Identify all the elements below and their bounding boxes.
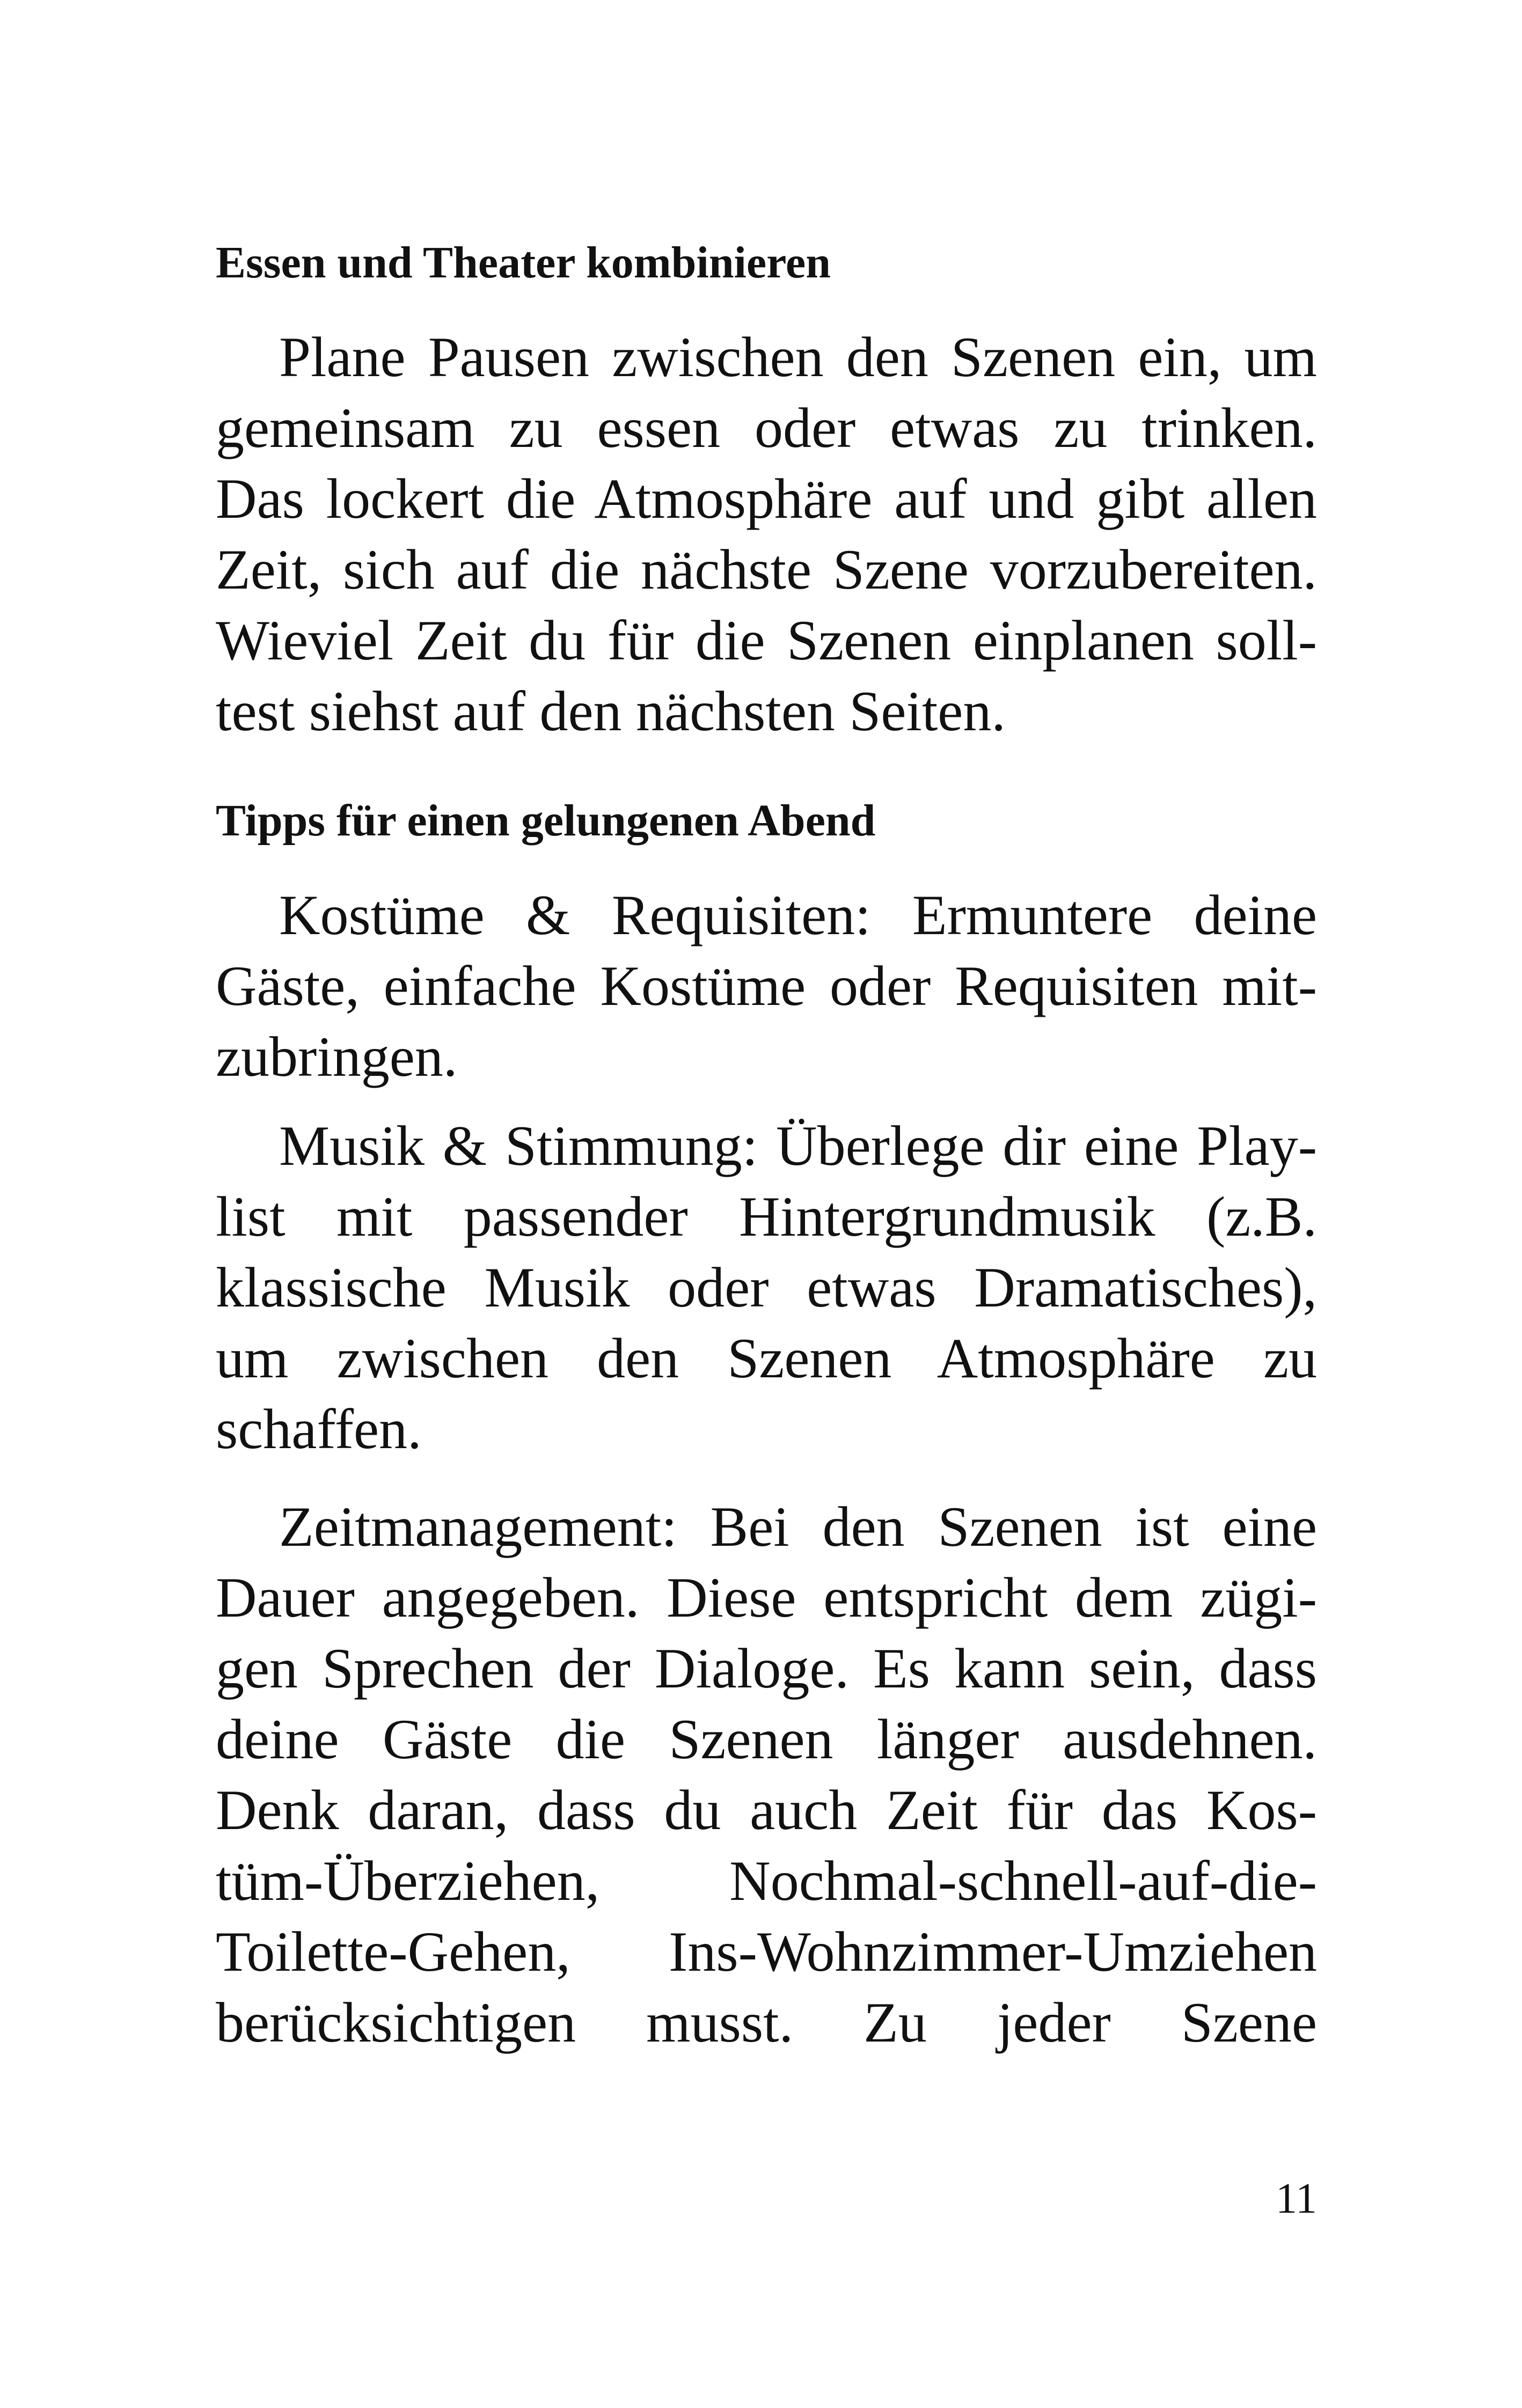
text-line: um zwischen den Szenen Atmosphäre zu (216, 1327, 1317, 1390)
text-line: berücksichtigen musst. Zu jeder Szene (216, 1991, 1317, 2054)
text-line: list mit passender Hintergrundmusik (z.B. (216, 1185, 1317, 1248)
text-line: test siehst auf den nächsten Seiten. (216, 680, 1006, 743)
text-line: Zeit, sich auf die nächste Szene vorzubereiten. (216, 538, 1317, 601)
text-line: Gäste, einfache Kostüme oder Requisiten mit- (216, 955, 1317, 1017)
section-heading-tipps: Tipps für einen gelungenen Abend (216, 796, 876, 846)
section-heading-essen-theater: Essen und Theater kombinieren (216, 238, 831, 288)
text-line: Wieviel Zeit du für die Szenen einplanen soll- (216, 609, 1317, 672)
text-line: Kostüme & Requisiten: Ermuntere deine (279, 884, 1317, 946)
page-number: 11 (1275, 2175, 1317, 2222)
book-page (216, 0, 1317, 2408)
paragraph-pausen (216, 322, 1317, 747)
paragraph-musik (216, 1111, 1317, 1465)
text-line: Toilette-Gehen, Ins-Wohnzimmer-Umziehen (216, 1920, 1317, 1983)
paragraph-kostueme (216, 880, 1317, 1092)
text-line: Das lockert die Atmosphäre auf und gibt allen (216, 467, 1317, 530)
text-line: tüm-Überziehen, Nochmal-schnell-auf-die- (216, 1849, 1317, 1912)
text-line: Plane Pausen zwischen den Szenen ein, um (279, 326, 1317, 388)
text-line: Denk daran, dass du auch Zeit für das Kos- (216, 1779, 1317, 1841)
text-line: gemeinsam zu essen oder etwas zu trinken. (216, 397, 1317, 459)
paragraph-zeitmanagement (216, 1492, 1317, 2058)
text-line: Zeitmanagement: Bei den Szenen ist eine (279, 1495, 1317, 1558)
text-line: deine Gäste die Szenen länger ausdehnen. (216, 1708, 1317, 1771)
text-line: Dauer angegeben. Diese entspricht dem zügi- (216, 1566, 1317, 1629)
text-line: klassische Musik oder etwas Dramatisches), (216, 1256, 1317, 1319)
text-line: gen Sprechen der Dialoge. Es kann sein, dass (216, 1637, 1317, 1700)
text-line: schaffen. (216, 1398, 422, 1460)
text-line: zubringen. (216, 1025, 458, 1088)
text-line: Musik & Stimmung: Überlege dir eine Play- (279, 1114, 1317, 1177)
